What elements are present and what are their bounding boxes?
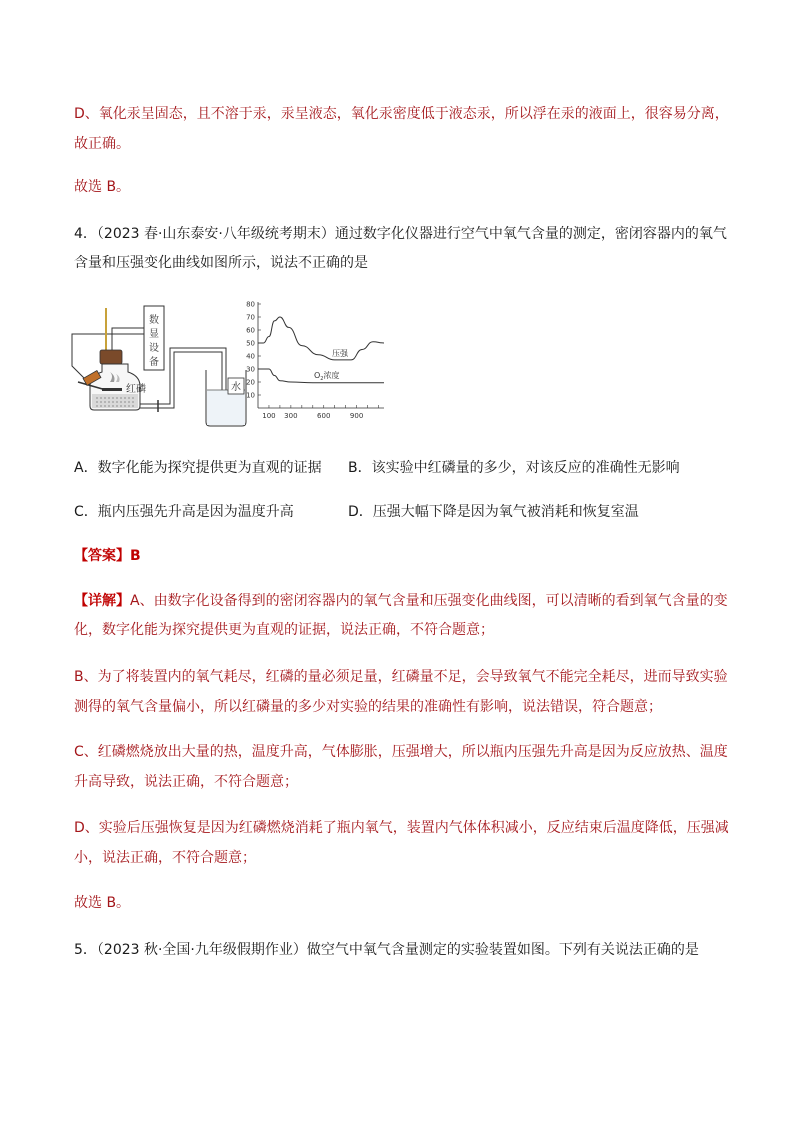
y-tick-label: 60 <box>246 326 255 335</box>
q4-figure <box>66 298 396 434</box>
device-label-4: 备 <box>149 357 159 368</box>
prev-conclusion: 故选 B。 <box>74 179 131 195</box>
x-tick-label: 300 <box>284 412 298 420</box>
y-tick-label: 10 <box>246 391 255 400</box>
q4-detail-c-line1: C、红磷燃烧放出大量的热，温度升高，气体膨胀，压强增大，所以瓶内压强先升高是因为反应放热、温度 <box>74 744 728 760</box>
pressure-o2-chart <box>246 301 384 421</box>
x-tick-label: 900 <box>349 412 364 420</box>
pressure-series-label: 压强 <box>332 349 348 358</box>
apparatus-diagram <box>72 306 246 426</box>
q4-option-a[interactable]: A．数字化能为探究提供更为直观的证据 <box>74 460 322 476</box>
q4-detail-b-line2: 测得的氧气含量偏小，所以红磷量的多少对实验的结果的准确性有影响，说法错误，符合题意； <box>74 699 662 715</box>
y-tick-label: 20 <box>246 378 255 387</box>
q4-conclusion: 故选 B。 <box>74 895 131 911</box>
y-tick-label: 50 <box>246 339 255 348</box>
q5-stem: 5．（2023 秋·全国·九年级假期作业）做空气中氧气含量测定的实验装置如图。下列有关说法正确的是 <box>74 942 699 958</box>
q4-detail-d-line1: D、实验后压强恢复是因为红磷燃烧消耗了瓶内氧气，装置内气体体积减小，反应结束后温度降低，压强减 <box>74 820 729 836</box>
y-tick-label: 40 <box>246 352 255 361</box>
device-label-1: 数 <box>149 315 159 326</box>
q4-detail-c-line2: 升高导致，说法正确，不符合题意； <box>74 774 298 790</box>
detail-tag: 【详解】 <box>74 593 130 609</box>
prev-d-line2: 故正确。 <box>74 136 130 152</box>
x-tick-label: 100 <box>262 412 276 420</box>
device-label-2: 显 <box>149 329 159 340</box>
q4-detail-a-line2: 化，数字化能为探究提供更为直观的证据，说法正确，不符合题意； <box>74 622 494 638</box>
stopper <box>100 350 122 364</box>
q4-option-d[interactable]: D．压强大幅下降是因为氧气被消耗和恢复室温 <box>348 504 639 520</box>
prev-d-line1: D、氧化汞呈固态，且不溶于汞，汞呈液态，氧化汞密度低于液态汞，所以浮在汞的液面上，很容易分离， <box>74 106 729 122</box>
y-tick-label: 80 <box>246 300 255 309</box>
q4-stem-line1: 4．（2023 春·山东泰安·八年级统考期末）通过数字化仪器进行空气中氧气含量的测定，密闭容器内的氧气 <box>74 226 727 242</box>
o2-series-label: $O_2$浓度 <box>314 371 340 382</box>
y-tick-label: 70 <box>246 313 255 322</box>
y-tick-label: 30 <box>246 365 255 374</box>
q4-detail-a-line1: 【详解】A、由数字化设备得到的密闭容器内的氧气含量和压强变化曲线图，可以清晰的看到氧气含量的变 <box>74 593 728 609</box>
device-label-3: 设 <box>149 343 159 354</box>
water-label: 水 <box>231 382 241 393</box>
q4-detail-d-line2: 小，说法正确，不符合题意； <box>74 850 256 866</box>
phosphorus-label: 红磷 <box>126 384 146 395</box>
q4-stem-line2: 含量和压强变化曲线如图所示，说法不正确的是 <box>74 255 368 271</box>
q4-option-b[interactable]: B．该实验中红磷量的多少，对该反应的准确性无影响 <box>348 460 680 476</box>
x-tick-label: 600 <box>317 412 331 420</box>
pressure-series-line <box>258 317 384 360</box>
q4-option-c[interactable]: C．瓶内压强先升高是因为温度升高 <box>74 504 294 520</box>
q4-answer: 【答案】B <box>74 548 141 564</box>
q4-detail-b-line1: B、为了将装置内的氧气耗尽，红磷的量必须足量，红磷量不足，会导致氧气不能完全耗尽，进而导致实验 <box>74 669 728 685</box>
